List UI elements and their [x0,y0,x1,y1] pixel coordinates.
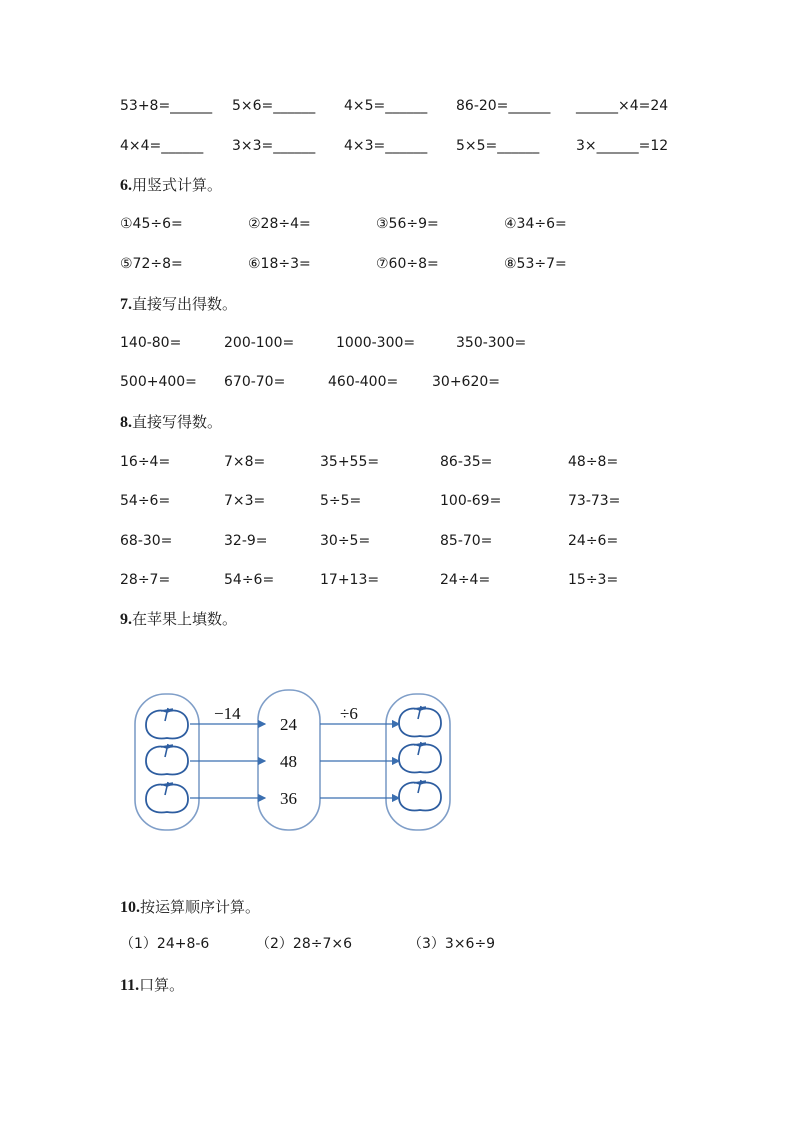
question-title: 按运算顺序计算。 [140,898,261,916]
q7-item: 500+400= [120,374,197,390]
question-number: 7. [120,296,132,313]
middle-value: 48 [280,752,297,771]
fill-blank-item: 4×4=______ [120,138,204,154]
fill-blank-item: 5×5=______ [456,138,540,154]
q6-item: ④34÷6= [504,216,567,232]
fill-blank-row-2 [0,135,793,157]
q8-item: 54÷6= [224,572,275,588]
fill-blank-item: 5×6=______ [232,98,316,114]
apple-icon [146,782,188,812]
q10-item: （2）28÷7×6 [256,936,352,952]
question-7-heading [120,293,237,316]
q8-item: 68-30= [120,533,173,549]
q6-item: ⑧53÷7= [504,256,567,272]
question-number: 10. [120,899,140,916]
apple-icon [146,744,188,774]
question-title: 在苹果上填数。 [132,610,238,628]
question-6-heading [120,174,222,197]
q7-row-1 [0,332,793,354]
question-title: 用竖式计算。 [132,176,223,194]
question-number: 6. [120,177,132,194]
question-11-heading [120,974,184,997]
q8-row-1 [0,451,793,473]
q8-item: 54÷6= [120,493,171,509]
q8-item: 32-9= [224,533,268,549]
q6-item: ①45÷6= [120,216,183,232]
left-operation-label: −14 [214,704,241,723]
q8-item: 86-35= [440,454,493,470]
right-operation-label: ÷6 [340,704,358,723]
q8-item: 24÷6= [568,533,619,549]
question-9-heading [120,608,237,631]
q6-item: ⑦60÷8= [376,256,439,272]
q7-item: 670-70= [224,374,286,390]
question-number: 9. [120,611,132,628]
middle-value: 36 [280,789,297,808]
q8-item: 17+13= [320,572,380,588]
question-title: 口算。 [139,976,185,994]
q8-item: 7×3= [224,493,266,509]
question-number: 8. [120,414,132,431]
q8-row-3 [0,530,793,552]
fill-blank-item: 4×5=______ [344,98,428,114]
q10-item: （3）3×6÷9 [408,936,496,952]
middle-value: 24 [280,715,297,734]
q6-item: ⑥18÷3= [248,256,311,272]
apple-diagram [128,688,464,838]
q8-item: 48÷8= [568,454,619,470]
q8-item: 15÷3= [568,572,619,588]
q7-item: 1000-300= [336,335,416,351]
question-title: 直接写出得数。 [132,295,238,313]
apple-icon [146,708,188,738]
q8-item: 100-69= [440,493,502,509]
apple-icon [399,706,441,736]
q7-row-2 [0,371,793,393]
q8-item: 16÷4= [120,454,171,470]
fill-blank-row-1 [0,95,793,117]
q10-row [0,933,793,955]
fill-blank-item: ______×4=24 [576,98,669,114]
fill-blank-item: 3×______=12 [576,138,669,154]
question-10-heading [120,896,260,919]
q6-item: ⑤72÷8= [120,256,183,272]
fill-blank-item: 86-20=______ [456,98,551,114]
apple-icon [399,780,441,810]
q7-item: 140-80= [120,335,182,351]
q7-item: 350-300= [456,335,527,351]
q6-row-2 [0,253,793,275]
q8-item: 35+55= [320,454,380,470]
question-number: 11. [120,977,140,994]
fill-blank-item: 4×3=______ [344,138,428,154]
question-title: 直接写得数。 [132,413,223,431]
q6-row-1 [0,213,793,235]
question-8-heading [120,411,222,434]
fill-blank-item: 3×3=______ [232,138,316,154]
q8-row-4 [0,569,793,591]
q10-item: （1）24+8-6 [120,936,210,952]
q8-item: 24÷4= [440,572,491,588]
q7-item: 30+620= [432,374,500,390]
q7-item: 460-400= [328,374,399,390]
q8-item: 73-73= [568,493,621,509]
q6-item: ③56÷9= [376,216,439,232]
q7-item: 200-100= [224,335,295,351]
q8-item: 28÷7= [120,572,171,588]
apple-diagram-svg [128,688,464,838]
q8-row-2 [0,490,793,512]
q8-item: 5÷5= [320,493,362,509]
apple-icon [399,742,441,772]
q8-item: 85-70= [440,533,493,549]
q8-item: 30÷5= [320,533,371,549]
fill-blank-item: 53+8=______ [120,98,213,114]
q6-item: ②28÷4= [248,216,311,232]
q8-item: 7×8= [224,454,266,470]
